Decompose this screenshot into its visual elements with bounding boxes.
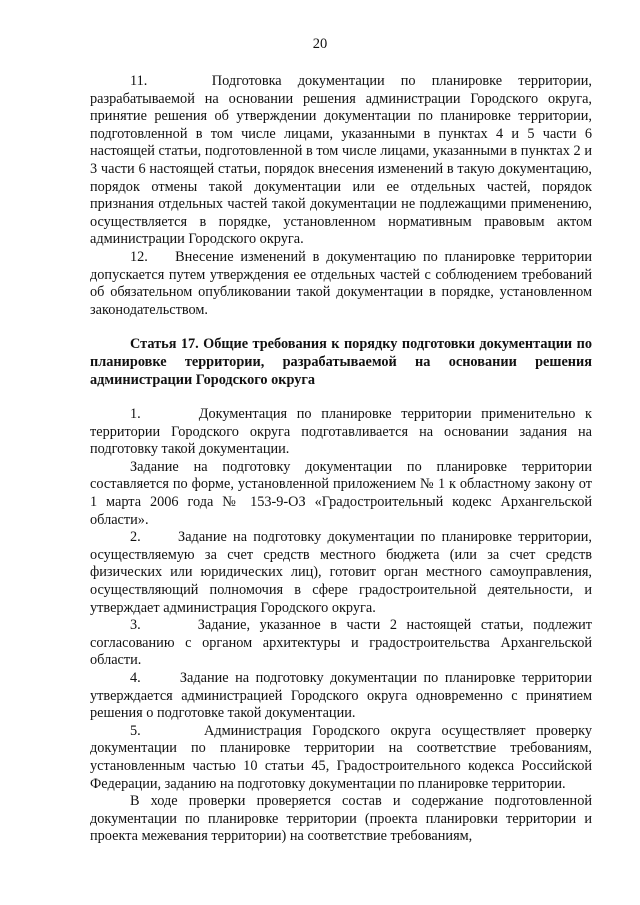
paragraph-1-form: Задание на подготовку документации по планировке территории составляется по форме, установленной приложением № 1 к областному закону от 1 марта 2006 года № 153-9-ОЗ «Градостроительный кодекс Архангельской области». xyxy=(90,458,592,528)
paragraph-4: 4. Задание на подготовку документации по планировке территории утверждается администрацией Городского округа одновременно с принятием решения о подготовке такой документации. xyxy=(90,670,592,722)
document-body xyxy=(90,73,592,846)
spacer xyxy=(90,319,592,336)
spacer xyxy=(90,389,592,406)
article-title: Статья 17. Общие требования к порядку подготовки документации по планировке территории, разрабатываемой на основании решения администрации Городского округа xyxy=(90,336,592,388)
paragraph-1: 1. Документация по планировке территории применительно к территории Городского округа подготавливается на основании задания на подготовку такой документации. xyxy=(90,406,592,458)
paragraph-11: 11. Подготовка документации по планировке территории, разрабатываемой на основании решения администрации Городского округа, принятие решения об утверждении документации по планировке территории, подготовленной в том числе лицами, указанными в пунктах 4 и 5 части 6 настоящей статьи, подготовленной в том числе лицами, указанными в пунктах 2 и 3 части 6 настоящей статьи, порядок внесения изменений в такую документацию, порядок отмены такой документации или ее отдельных частей, порядок признания отдельных частей такой документации не подлежащими применению, осуществляется в порядке, установленном нормативным правовым актом администрации Городского округа. xyxy=(90,73,592,248)
paragraph-2: 2. Задание на подготовку документации по планировке территории, осуществляемую за счет средств местного бюджета (или за счет средств физических или юридических лиц), готовит орган местного самоуправления, осуществляющий полномочия в сфере градостроительной деятельности, и утверждает администрация Городского округа. xyxy=(90,529,592,616)
paragraph-12: 12. Внесение изменений в документацию по планировке территории допускается путем утверждения ее отдельных частей с соблюдением требований об обязательном опубликовании такой документации в порядке, установленном законодательством. xyxy=(90,248,592,318)
paragraph-5: 5. Администрация Городского округа осуществляет проверку документации по планировке территории на соответствие требованиям, установленным частью 10 статьи 45, Градостроительного кодекса Российской Федерации, заданию на подготовку документации по планировке территории. xyxy=(90,722,592,792)
page-number: 20 xyxy=(312,36,328,52)
paragraph-3: 3. Задание, указанное в части 2 настоящей статьи, подлежит согласованию с органом архитектуры и градостроительства Архангельской области. xyxy=(90,617,592,669)
paragraph-5-check: В ходе проверки проверяется состав и содержание подготовленной документации по планировке территории (проекта планировки территории и проекта межевания территории) на соответствие требованиям, xyxy=(90,793,592,845)
